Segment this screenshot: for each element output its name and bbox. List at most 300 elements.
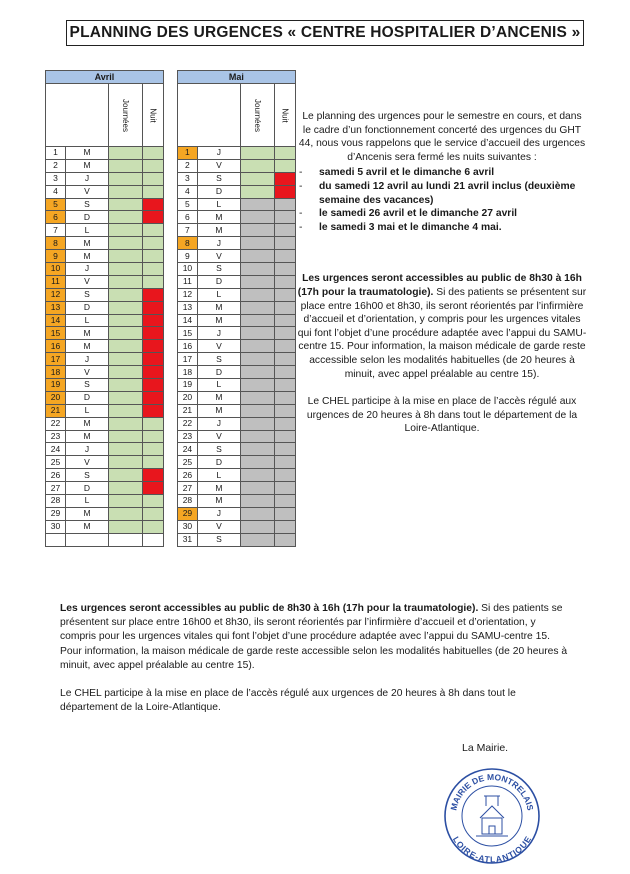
april-weekday: L	[66, 314, 109, 327]
may-weekday: L	[197, 379, 240, 392]
april-day-status	[109, 275, 143, 288]
april-weekday: D	[66, 211, 109, 224]
calendar-row	[46, 366, 296, 379]
may-night-status	[274, 353, 295, 366]
calendar-gap	[163, 71, 177, 84]
april-day-number: 3	[46, 172, 66, 185]
april-night-status	[142, 314, 163, 327]
may-day-number: 8	[177, 237, 197, 250]
closure-item: - le samedi 3 mai et le dimanche 4 mai.	[297, 221, 587, 235]
may-night-status	[274, 237, 295, 250]
svg-text:LOIRE-ATLANTIQUE	[451, 834, 533, 864]
may-day-number: 6	[177, 211, 197, 224]
may-weekday: S	[197, 533, 240, 546]
april-night-status	[142, 520, 163, 533]
may-weekday: D	[197, 366, 240, 379]
april-weekday: D	[66, 391, 109, 404]
may-weekday: D	[197, 275, 240, 288]
april-day-number: 23	[46, 430, 66, 443]
calendar-row	[46, 379, 296, 392]
may-day-status	[240, 301, 274, 314]
may-day-number: 13	[177, 301, 197, 314]
april-night-status	[142, 288, 163, 301]
may-weekday: J	[197, 417, 240, 430]
may-day-status	[240, 417, 274, 430]
april-day-number: 4	[46, 185, 66, 198]
calendar-gap	[163, 495, 177, 508]
april-night-status	[142, 172, 163, 185]
bottom-access-paragraph	[60, 602, 572, 673]
calendar-gap	[163, 263, 177, 276]
may-weekday: D	[197, 185, 240, 198]
header-blank	[46, 84, 109, 147]
april-weekday: M	[66, 507, 109, 520]
april-night-status	[142, 482, 163, 495]
april-day-status	[109, 353, 143, 366]
header-blank	[177, 84, 240, 147]
april-night-status	[142, 250, 163, 263]
calendar-gap	[163, 379, 177, 392]
may-weekday: M	[197, 404, 240, 417]
may-day-status	[240, 353, 274, 366]
may-night-status	[274, 224, 295, 237]
april-day-status	[109, 404, 143, 417]
may-day-number: 2	[177, 159, 197, 172]
calendar-row	[46, 469, 296, 482]
april-day-status	[109, 224, 143, 237]
april-weekday: M	[66, 237, 109, 250]
calendar-row	[46, 404, 296, 417]
may-weekday: M	[197, 301, 240, 314]
calendar-gap	[163, 314, 177, 327]
calendar-row	[46, 159, 296, 172]
may-day-status	[240, 250, 274, 263]
april-day-status	[109, 159, 143, 172]
april-day-status	[109, 288, 143, 301]
april-day-status	[109, 456, 143, 469]
bottom-access-rest: Si des patients se présentent sur place entre 16h00 et 8h30, ils seront réorientés par l’infirmière d’accueil et d’orientation, y compris pour les urgences vitales qui font l’objet d’une procédure adaptée avec l’appui du SAMU-centre 15. Pour information, la maison médicale de garde reste accessible selon les modalités habituelles (de 20 heures à minuit, avec appel préalable au centre 15).	[60, 603, 568, 671]
april-night-status	[142, 443, 163, 456]
may-day-status	[240, 147, 274, 160]
stamp-bottom-text: LOIRE-ATLANTIQUE	[450, 834, 534, 865]
may-weekday: J	[197, 507, 240, 520]
may-day-number: 29	[177, 507, 197, 520]
calendar-row	[46, 495, 296, 508]
april-night-status	[142, 495, 163, 508]
access-rest: Si des patients se présentent sur place entre 16h00 et 8h30, ils seront réorientés par l’infirmière d’accueil et d’orientation, y compris pour les urgences vitales qui font l’objet d’une procédure adaptée avec l’appui du SAMU-centre 15. Pour information, la maison médicale de garde reste accessible selon les modalités habituelles (de 20 heures à minuit, avec appel préalable au centre 15).	[297, 286, 587, 380]
header-journees-may: Journées	[240, 84, 274, 147]
may-day-status	[240, 314, 274, 327]
april-day-status	[109, 391, 143, 404]
may-day-status	[240, 443, 274, 456]
may-day-number: 28	[177, 495, 197, 508]
may-day-status	[240, 391, 274, 404]
april-day-status	[109, 172, 143, 185]
april-night-status	[142, 417, 163, 430]
may-night-status	[274, 404, 295, 417]
calendar-gap	[163, 288, 177, 301]
calendar-gap	[163, 404, 177, 417]
access-bold: Les urgences seront accessibles au public de 8h30 à 16h (17h pour la traumatologie).	[297, 273, 582, 298]
april-weekday: J	[66, 263, 109, 276]
april-weekday: V	[66, 275, 109, 288]
april-weekday: J	[66, 353, 109, 366]
may-day-number: 25	[177, 456, 197, 469]
may-day-status	[240, 185, 274, 198]
april-night-status	[142, 198, 163, 211]
april-weekday: L	[66, 495, 109, 508]
may-night-status	[274, 314, 295, 327]
calendar-row	[46, 340, 296, 353]
may-night-status	[274, 250, 295, 263]
may-day-number: 31	[177, 533, 197, 546]
april-day-number: 18	[46, 366, 66, 379]
april-day-status	[109, 430, 143, 443]
may-day-status	[240, 172, 274, 185]
april-night-status	[142, 224, 163, 237]
may-night-status	[274, 263, 295, 276]
closure-item: - samedi 5 avril et le dimanche 6 avril	[297, 166, 587, 180]
april-day-number: 6	[46, 211, 66, 224]
may-day-number: 11	[177, 275, 197, 288]
may-day-number: 1	[177, 147, 197, 160]
may-day-status	[240, 495, 274, 508]
may-night-status	[274, 159, 295, 172]
april-day-number: 22	[46, 417, 66, 430]
calendar-gap	[163, 482, 177, 495]
calendar-gap	[163, 250, 177, 263]
may-day-number: 26	[177, 469, 197, 482]
calendar-row	[46, 353, 296, 366]
april-weekday: M	[66, 417, 109, 430]
may-night-status	[274, 391, 295, 404]
stamp-emblem-icon	[476, 796, 508, 836]
may-day-number: 10	[177, 263, 197, 276]
april-day-number: 15	[46, 327, 66, 340]
may-night-status	[274, 198, 295, 211]
stamp-top-text: MAIRIE DE MONTRELAIS	[448, 771, 536, 812]
april-day-number: 28	[46, 495, 66, 508]
april-weekday: M	[66, 340, 109, 353]
title-box	[66, 20, 584, 46]
may-weekday: D	[197, 456, 240, 469]
may-night-status	[274, 430, 295, 443]
calendar-row	[46, 507, 296, 520]
april-night-status	[142, 533, 163, 546]
april-day-status	[109, 185, 143, 198]
may-weekday: M	[197, 224, 240, 237]
april-day-number: 21	[46, 404, 66, 417]
calendar-row	[46, 482, 296, 495]
april-weekday: D	[66, 482, 109, 495]
may-day-status	[240, 159, 274, 172]
april-day-status	[109, 340, 143, 353]
bottom-access-bold: Les urgences seront accessibles au public de 8h30 à 16h (17h pour la traumatologie).	[60, 603, 479, 614]
may-day-number: 19	[177, 379, 197, 392]
may-weekday: S	[197, 443, 240, 456]
calendar-gap	[163, 417, 177, 430]
april-weekday: S	[66, 379, 109, 392]
april-day-status	[109, 327, 143, 340]
may-day-status	[240, 340, 274, 353]
april-day-number: 19	[46, 379, 66, 392]
may-day-status	[240, 288, 274, 301]
may-night-status	[274, 469, 295, 482]
header-journees-april: Journées	[109, 84, 143, 147]
may-weekday: V	[197, 250, 240, 263]
april-day-number: 5	[46, 198, 66, 211]
may-night-status	[274, 275, 295, 288]
may-day-status	[240, 456, 274, 469]
may-weekday: S	[197, 172, 240, 185]
may-day-number: 30	[177, 520, 197, 533]
april-night-status	[142, 469, 163, 482]
header-nuit-may: Nuit	[274, 84, 295, 147]
may-day-status	[240, 404, 274, 417]
calendar-gap	[163, 185, 177, 198]
may-day-status	[240, 507, 274, 520]
april-weekday: S	[66, 198, 109, 211]
april-weekday: M	[66, 250, 109, 263]
calendar-row	[46, 211, 296, 224]
may-day-number: 21	[177, 404, 197, 417]
may-day-number: 12	[177, 288, 197, 301]
april-night-status	[142, 340, 163, 353]
april-day-number: 24	[46, 443, 66, 456]
may-day-number: 14	[177, 314, 197, 327]
calendar-gap	[163, 520, 177, 533]
may-night-status	[274, 172, 295, 185]
may-day-number: 15	[177, 327, 197, 340]
april-day-status	[109, 250, 143, 263]
calendar-gap	[163, 533, 177, 546]
april-night-status	[142, 430, 163, 443]
may-night-status	[274, 340, 295, 353]
may-weekday: V	[197, 430, 240, 443]
april-night-status	[142, 185, 163, 198]
may-weekday: M	[197, 495, 240, 508]
may-day-number: 9	[177, 250, 197, 263]
april-day-status	[109, 263, 143, 276]
april-night-status	[142, 211, 163, 224]
may-night-status	[274, 185, 295, 198]
calendar-row	[46, 456, 296, 469]
bottom-chel-paragraph: Le CHEL participe à la mise en place de l’accès régulé aux urgences de 20 heures à 8h dans tout le département de la Loire-Atlantique.	[60, 688, 516, 714]
calendar-row	[46, 417, 296, 430]
closures-list	[297, 166, 587, 234]
may-day-number: 5	[177, 198, 197, 211]
april-night-status	[142, 507, 163, 520]
calendar-gap	[163, 172, 177, 185]
april-night-status	[142, 301, 163, 314]
may-night-status	[274, 327, 295, 340]
april-weekday	[66, 533, 109, 546]
intro-text: Le planning des urgences pour le semestre en cours, et dans le cadre d’un fonctionnement concerté des urgences du GHT 44, nous vous rappelons que le service d’accueil des urgences d’Ancenis sera fermé les nuits suivantes :	[298, 111, 586, 163]
may-day-status	[240, 366, 274, 379]
may-day-status	[240, 275, 274, 288]
may-weekday: J	[197, 147, 240, 160]
may-weekday: M	[197, 211, 240, 224]
may-day-status	[240, 327, 274, 340]
closure-item: - du samedi 12 avril au lundi 21 avril inclus (deuxième semaine des vacances)	[297, 180, 587, 207]
calendar-row	[46, 185, 296, 198]
calendar-row	[46, 327, 296, 340]
may-weekday: L	[197, 198, 240, 211]
may-weekday: L	[197, 288, 240, 301]
april-night-status	[142, 366, 163, 379]
calendar-row	[46, 520, 296, 533]
calendar-row	[46, 430, 296, 443]
may-weekday: V	[197, 159, 240, 172]
april-day-number	[46, 533, 66, 546]
may-weekday: M	[197, 482, 240, 495]
calendar-row	[46, 237, 296, 250]
april-weekday: L	[66, 404, 109, 417]
may-night-status	[274, 288, 295, 301]
calendar-gap	[163, 159, 177, 172]
may-weekday: M	[197, 391, 240, 404]
may-day-number: 24	[177, 443, 197, 456]
calendar-gap	[163, 237, 177, 250]
header-nuit-april: Nuit	[142, 84, 163, 147]
april-day-status	[109, 314, 143, 327]
may-weekday: J	[197, 237, 240, 250]
bottom-notice	[60, 602, 572, 715]
may-day-number: 27	[177, 482, 197, 495]
may-night-status	[274, 482, 295, 495]
may-day-status	[240, 237, 274, 250]
april-day-status	[109, 520, 143, 533]
may-day-status	[240, 263, 274, 276]
april-day-number: 12	[46, 288, 66, 301]
calendar-gap	[163, 340, 177, 353]
calendar-row	[46, 288, 296, 301]
calendar-row	[46, 147, 296, 160]
april-night-status	[142, 275, 163, 288]
april-day-number: 9	[46, 250, 66, 263]
calendar-gap	[163, 301, 177, 314]
may-weekday: S	[197, 353, 240, 366]
side-notice	[297, 110, 587, 436]
may-day-number: 22	[177, 417, 197, 430]
april-night-status	[142, 391, 163, 404]
calendar-row	[46, 250, 296, 263]
calendar-row	[46, 533, 296, 546]
april-day-number: 10	[46, 263, 66, 276]
april-day-number: 25	[46, 456, 66, 469]
calendar-row	[46, 443, 296, 456]
april-night-status	[142, 237, 163, 250]
signature: La Mairie.	[462, 742, 509, 754]
april-day-status	[109, 495, 143, 508]
calendar-gap	[163, 443, 177, 456]
april-night-status	[142, 379, 163, 392]
may-day-status	[240, 469, 274, 482]
may-day-number: 23	[177, 430, 197, 443]
april-night-status	[142, 263, 163, 276]
april-day-status	[109, 469, 143, 482]
april-day-status	[109, 366, 143, 379]
april-day-number: 29	[46, 507, 66, 520]
closure-item: - le samedi 26 avril et le dimanche 27 avril	[297, 207, 587, 221]
april-weekday: S	[66, 288, 109, 301]
calendar-gap	[163, 327, 177, 340]
calendar-gap	[163, 211, 177, 224]
page-title: PLANNING DES URGENCES « CENTRE HOSPITALIER D’ANCENIS »	[69, 24, 581, 41]
may-night-status	[274, 520, 295, 533]
may-night-status	[274, 301, 295, 314]
may-day-number: 7	[177, 224, 197, 237]
may-day-number: 16	[177, 340, 197, 353]
april-weekday: V	[66, 366, 109, 379]
april-weekday: V	[66, 185, 109, 198]
calendar-row	[46, 391, 296, 404]
april-day-status	[109, 417, 143, 430]
may-day-status	[240, 211, 274, 224]
april-day-status	[109, 379, 143, 392]
april-day-status	[109, 237, 143, 250]
april-weekday: S	[66, 469, 109, 482]
month-header-may: Mai	[177, 71, 295, 84]
may-day-status	[240, 198, 274, 211]
april-weekday: M	[66, 327, 109, 340]
may-weekday: M	[197, 314, 240, 327]
april-day-status	[109, 147, 143, 160]
april-weekday: L	[66, 224, 109, 237]
april-day-status	[109, 301, 143, 314]
april-day-number: 20	[46, 391, 66, 404]
calendar-row	[46, 275, 296, 288]
april-day-number: 16	[46, 340, 66, 353]
april-weekday: V	[66, 456, 109, 469]
may-day-status	[240, 533, 274, 546]
april-day-number: 11	[46, 275, 66, 288]
calendar-row	[46, 172, 296, 185]
calendar-gap	[163, 391, 177, 404]
month-header-april: Avril	[46, 71, 164, 84]
may-day-number: 4	[177, 185, 197, 198]
may-night-status	[274, 507, 295, 520]
may-weekday: V	[197, 520, 240, 533]
may-night-status	[274, 147, 295, 160]
may-night-status	[274, 366, 295, 379]
april-day-status	[109, 533, 143, 546]
may-night-status	[274, 495, 295, 508]
april-day-status	[109, 211, 143, 224]
april-weekday: J	[66, 172, 109, 185]
april-day-number: 14	[46, 314, 66, 327]
april-day-number: 30	[46, 520, 66, 533]
access-paragraph	[297, 272, 587, 381]
may-night-status	[274, 456, 295, 469]
calendar-gap	[163, 456, 177, 469]
may-day-number: 20	[177, 391, 197, 404]
april-weekday: D	[66, 301, 109, 314]
may-weekday: J	[197, 327, 240, 340]
may-day-number: 18	[177, 366, 197, 379]
may-night-status	[274, 211, 295, 224]
april-day-status	[109, 443, 143, 456]
april-day-status	[109, 507, 143, 520]
april-day-status	[109, 198, 143, 211]
calendar-row	[46, 301, 296, 314]
calendar-gap	[163, 469, 177, 482]
mairie-stamp	[442, 766, 542, 866]
april-day-status	[109, 482, 143, 495]
april-day-number: 13	[46, 301, 66, 314]
april-weekday: M	[66, 520, 109, 533]
april-day-number: 1	[46, 147, 66, 160]
